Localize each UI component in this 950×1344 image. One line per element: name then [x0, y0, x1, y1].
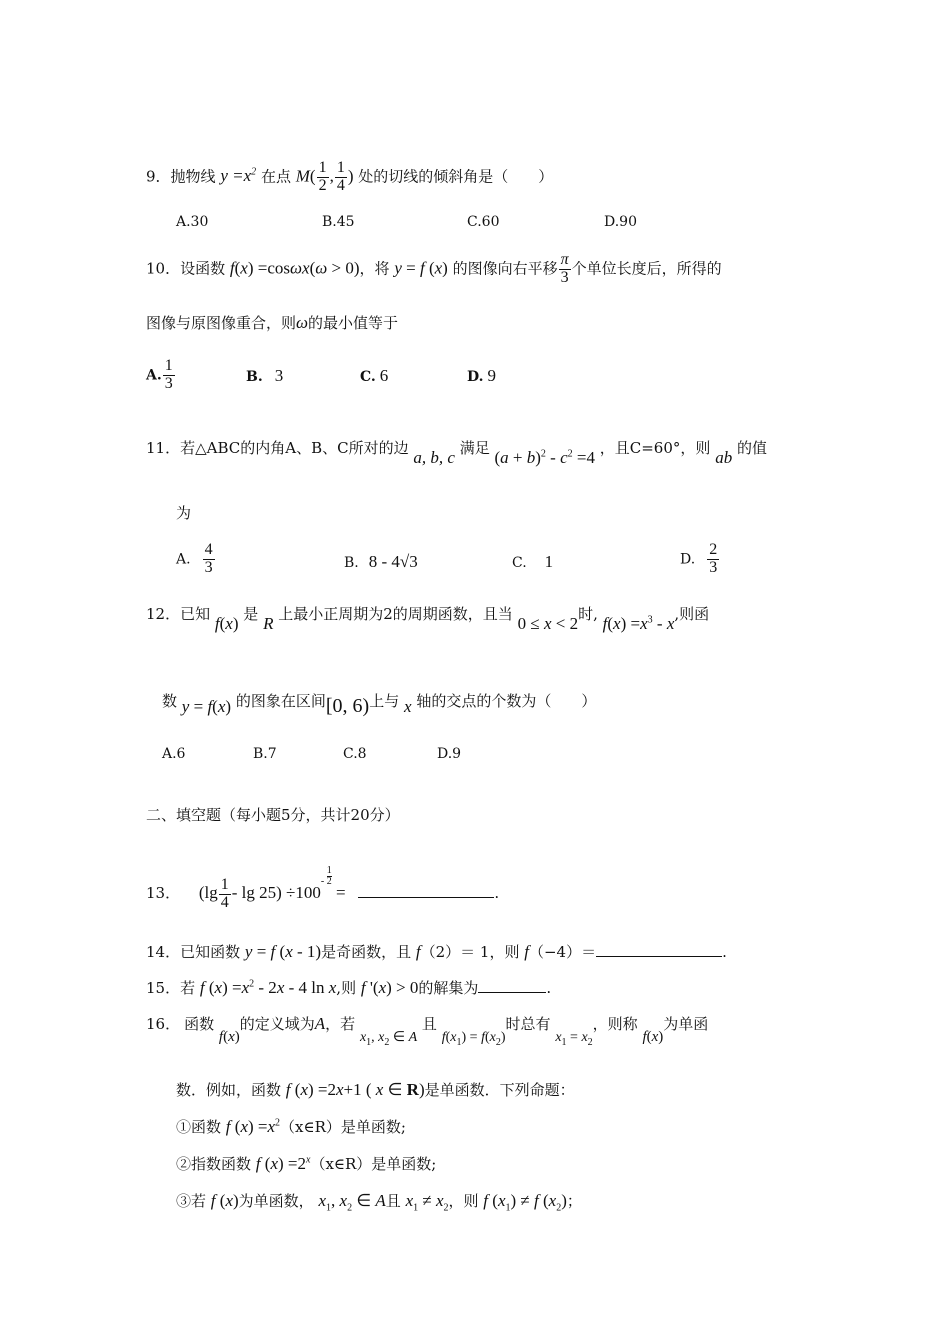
math-f-def: f — [229, 258, 235, 278]
math-f15: f $(x) =x^2 - 2x - 4$ ln x — [199, 978, 337, 997]
q16-item-1: ①函数 f $(x) =x^2(x\in R)$是单函数; — [176, 1117, 406, 1136]
q16-item-3: ③若 f (x)为单函数， $x_1$, $x_2$ ∈ A且 $x_1 \ne x_2$，则 f $(x_1) \ne f$ $(x_2)$； — [176, 1191, 582, 1214]
section-title-fill-in: 二、填空题（每小题5分，共计20分） — [146, 806, 400, 824]
math-fx: f — [214, 614, 220, 633]
q12-option-c: C.8 — [343, 746, 367, 762]
question-15: 15．若 f $(x) =x^2 - 2x - 4$ ln x,则 f '(x) > 0的解集为 . — [146, 978, 552, 997]
math-omega: ω — [296, 313, 309, 332]
q9-option-d: D.90 — [604, 214, 637, 230]
math-interval: 0 ≤ x < 2 — [517, 614, 579, 633]
math-range: [0, 6) — [325, 695, 370, 717]
math-point-m: M — [295, 166, 310, 186]
question-13: 13． (lg $\frac{1}{4}$ - $\lg 25) \div 100^{- \frac{1}{2}}$ = . — [146, 865, 500, 911]
q11-option-a: A. $\frac{4}{3}$ — [176, 541, 213, 576]
math-equation: $(a + b)^2 - c^2 =4$ — [494, 448, 595, 467]
q15-answer-blank[interactable] — [478, 978, 546, 993]
q9-option-a: A.30 — [176, 214, 209, 230]
q11-option-c: C. 1 — [512, 552, 554, 571]
q11-option-b: B. 8 - 4√3 — [344, 552, 418, 571]
math-f-shift: y = f (x - 1) — [244, 942, 322, 961]
math-y-fx: y — [394, 258, 402, 278]
q9-option-c: C.60 — [467, 214, 500, 230]
math-pi-third: $\frac{\pi}{3}$ — [560, 251, 569, 286]
question-10-line2: 图像与原图像重合，则ω的最小值等于 — [146, 313, 399, 332]
question-9: 9．抛物线 $y =x^2$ 在点 M( $\frac{1}{2}$ , $\frac{1}{4}$ ) 处的切线的倾斜角是（ ） — [146, 159, 554, 194]
question-14: 14．已知函数 y = f (x - 1)是奇函数，且 f（2）＝ 1，则 f（−4）＝ . — [146, 942, 727, 961]
q10-option-a: A. $\frac{1}{3}$ — [146, 357, 173, 392]
math-parabola: $y =x^2$ — [220, 166, 257, 186]
math-ab: ab — [715, 448, 733, 467]
math-x-axis: x — [403, 697, 412, 716]
math-y-fx: y = f(x) — [181, 697, 232, 716]
math-abc: a, b, c — [413, 448, 455, 467]
question-11-line2: 为 — [176, 504, 192, 522]
question-11: 11．若△ABC的内角A、B、C所对的边 a, b, c 满足 $(a + b)^2 - c^2 =4$ ，且C=60°，则 ab 的值 — [146, 439, 767, 467]
math-log-expr: (lg $\frac{1}{4}$ - $\lg 25) \div 100^{- \frac{1}{2}}$ = — [198, 865, 346, 911]
question-16: 16． 函数 f(x)的定义域为A，若 $x_1$, $x_2$ ∈ A 且 $f(x_1) = f(x_2)$时总有 $x_1 = x_2$，则称 f(x)为单函 — [146, 1014, 709, 1048]
q9-option-b: B.45 — [322, 214, 355, 230]
q12-option-b: B.7 — [253, 746, 277, 762]
question-12: 12．已知 f(x) 是 R 上最小正周期为2的周期函数，且当 0 ≤ x < 2时, $f(x) =x^3 - x$,则函 — [146, 605, 710, 633]
q11-option-d: D. $\frac{2}{3}$ — [680, 541, 718, 576]
q12-option-a: A.6 — [162, 746, 186, 762]
math-r: R — [263, 614, 274, 633]
q13-answer-blank[interactable] — [358, 883, 494, 898]
q10-option-c: C. 6 — [360, 366, 389, 385]
q10-option-d: D. 9 — [467, 366, 497, 385]
q10-option-b: B. 3 — [246, 366, 284, 385]
q12-option-d: D.9 — [437, 746, 462, 762]
q16-item-2: ②指数函数 f $(x) =2^x(x\in R)$是单函数; — [176, 1154, 437, 1173]
math-cubic: $f(x) =x^3 - x$ — [602, 614, 675, 633]
question-16-line2: 数．例如，函数 f (x) =2x+1 ( x ∈ R)是单函数．下列命题： — [176, 1080, 575, 1099]
q14-answer-blank[interactable] — [596, 942, 722, 957]
question-12-line2: 数 y = f(x) 的图象在区间[0, 6)上与 x 轴的交点的个数为（ ） — [162, 692, 597, 717]
question-10: 10．设函数 f(x) =cosωx(ω > 0)，将 y = f (x) 的图像向右平移 $\frac{\pi}{3}$ 个单位长度后，所得的 — [146, 251, 722, 286]
math-fprime: f '(x) > 0 — [360, 978, 419, 997]
